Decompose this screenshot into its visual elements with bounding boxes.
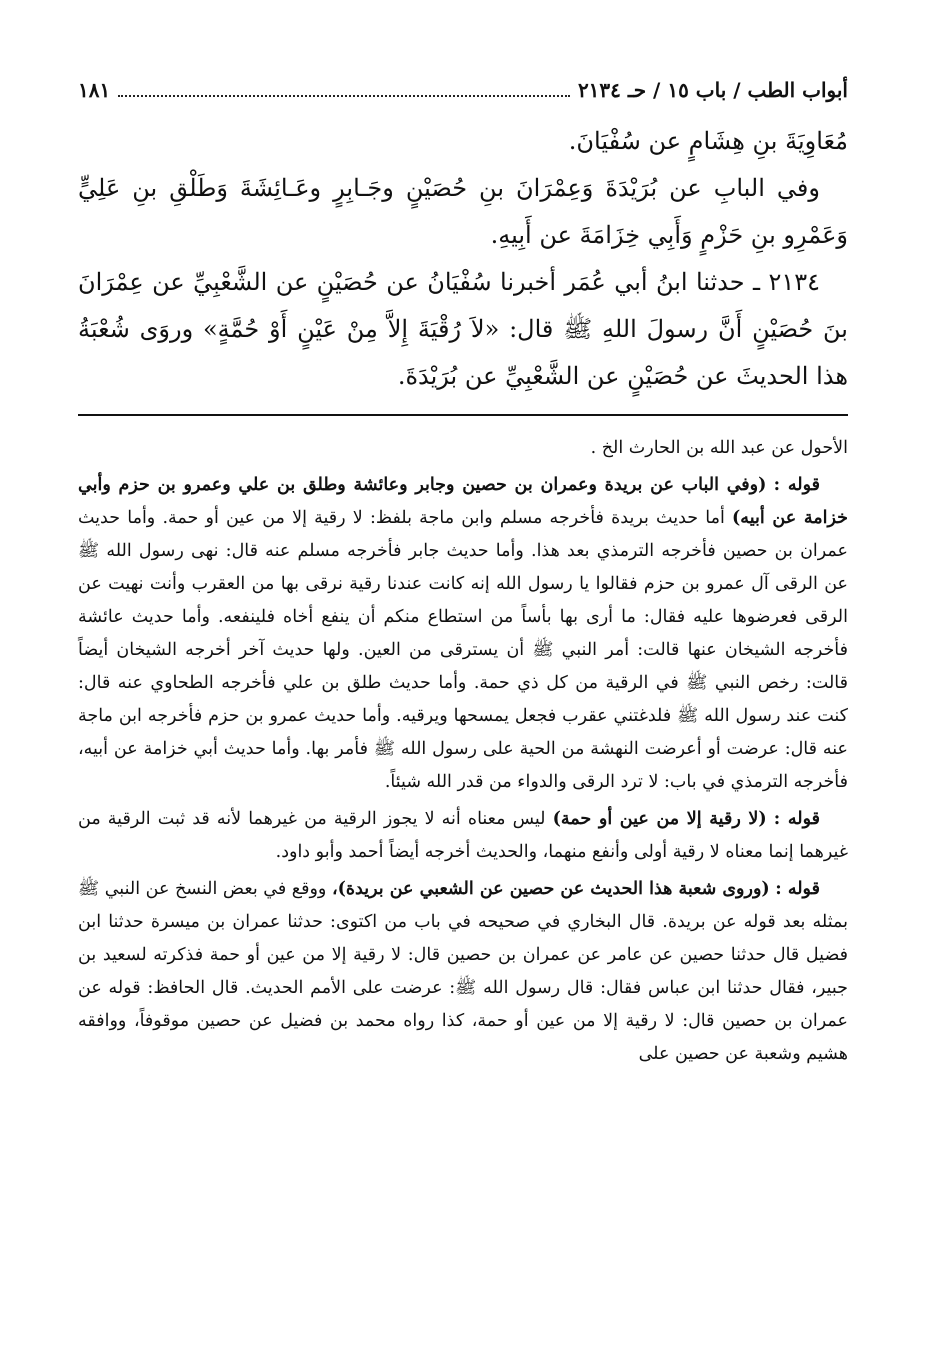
qawl-label: قوله :	[775, 879, 820, 899]
commentary-body: ووقع في بعض النسخ عن النبي ﷺ بمثله بعد قوله عن بريدة. قال البخاري في صحيحه في باب من اكتوى: حدثنا عمران بن ميسرة حدثنا ابن فضيل قال حدثنا حصين عن عامر عن عمران بن حصين قال: لا رقية إلا من عين أو حمة فذكرته لسعيد بن جبير، فقال حدثنا ابن عباس فقال: قال رسول الله ﷺ: عرضت على الأمم الحديث. قال الحافظ: قوله عن عمران بن حصين قال: لا رقية إلا من عين أو حمة، كذا رواه محمد بن فضيل عن حصين موقوفاً، ووافقه هشيم وشعبة عن حصين على	[78, 879, 848, 1064]
commentary-paragraph-4	[78, 873, 848, 1071]
book-page	[78, 78, 848, 1075]
main-paragraph-2: وفي البابِ عن بُرَيْدَةَ وَعِمْرَانَ بنِ حُصَيْنٍ وجَـابِرٍ وعَـائِشَةَ وَطَلْقِ بنِ عَلِيٍّ وَعَمْرِو بنِ حَزْمٍ وَأَبِي خِزَامَةَ عن أَبِيهِ.	[78, 174, 848, 249]
page-number: ١٨١	[78, 78, 111, 102]
commentary-body: ليس معناه أنه لا يجوز الرقية من غيرهما لأنه قد ثبت الرقية من غيرهما إنما معناه لا رقية أولى وأنفع منهما، والحديث أخرجه أيضاً أحمد وأبو داود.	[78, 809, 848, 862]
qawl-label: قوله :	[773, 475, 820, 495]
commentary-paragraph-1: الأحول عن عبد الله بن الحارث الخ .	[590, 438, 848, 458]
commentary-paragraph-3	[78, 803, 848, 869]
commentary-body: أما حديث بريدة فأخرجه مسلم وابن ماجة بلفظ: لا رقية إلا من عين أو حمة. وأما حديث عمران بن حصين فأخرجه الترمذي بعد هذا. وأما حديث جابر فأخرجه مسلم عنه قال: نهى رسول الله ﷺ عن الرقى آل عمرو بن حزم فقالوا يا رسول الله إنه كانت عندنا رقية نرقى بها من العقرب وأنت نهيت عن الرقى فعرضوها عليه فقال: ما أرى بها بأساً من استطاع منكم أن ينفع أخاه فلينفعه. وأما حديث عائشة فأخرجه الشيخان عنها قالت: أمر النبي ﷺ أن يسترقى من العين. ولها حديث آخر أخرجه الشيخان أيضاً قالت: رخص النبي ﷺ في الرقية من كل ذي حمة. وأما حديث طلق بن علي فأخرجه الطحاوي عنه قال: كنت عند رسول الله ﷺ فلدغتني عقرب فجعل يمسحها ويرقيه. وأما حديث عمرو بن حزم فأخرجه ابن ماجة عنه قال: عرضت أو أعرضت النهشة من الحية على رسول الله ﷺ فأمر بها. وأما حديث أبي خزامة عن أبيه، فأخرجه الترمذي في باب: لا ترد الرقى والدواء من قدر الله شيئاً.	[78, 508, 848, 792]
footnote-separator	[78, 414, 848, 416]
commentary	[78, 432, 848, 1071]
main-paragraph-3: ٢١٣٤ ـ حدثنا ابنُ أبي عُمَر أخبرنا سُفْيَانُ عن حُصَيْنٍ عن الشَّعْبِيِّ عن عِمْرَانَ بنَ حُصَيْنٍ أَنَّ رسولَ اللهِ ﷺ قال: «لاَ رُقْيَةَ إِلاَّ مِنْ عَيْنٍ أَوْ حُمَّةٍ» وروَى شُعْبَةُ هذا الحديثَ عن حُصَيْنٍ عن الشَّعْبِيِّ عن بُرَيْدَةَ.	[78, 268, 848, 390]
running-head	[78, 78, 848, 110]
commentary-paragraph-2	[78, 469, 848, 799]
quoted-text: (وروى شعبة هذا الحديث عن حصين عن الشعبي عن بريدة)،	[331, 879, 770, 899]
qawl-label: قوله :	[773, 809, 820, 829]
main-paragraph-1: مُعَاوِيَةَ بنِ هِشَامٍ عن سُفْيَانَ.	[568, 127, 848, 155]
quoted-text: (وفي الباب عن بريدة وعمران بن حصين وجابر وعائشة وطلق بن علي وعمرو بن حزم وأبي خزامة عن أبيه)	[78, 475, 848, 528]
running-head-title: أبواب الطب / باب ١٥ / حـ ٢١٣٤	[577, 78, 848, 102]
dotted-leader	[118, 81, 570, 97]
quoted-text: (لا رقية إلا من عين أو حمة)	[552, 809, 767, 829]
hadith-text	[78, 118, 848, 400]
